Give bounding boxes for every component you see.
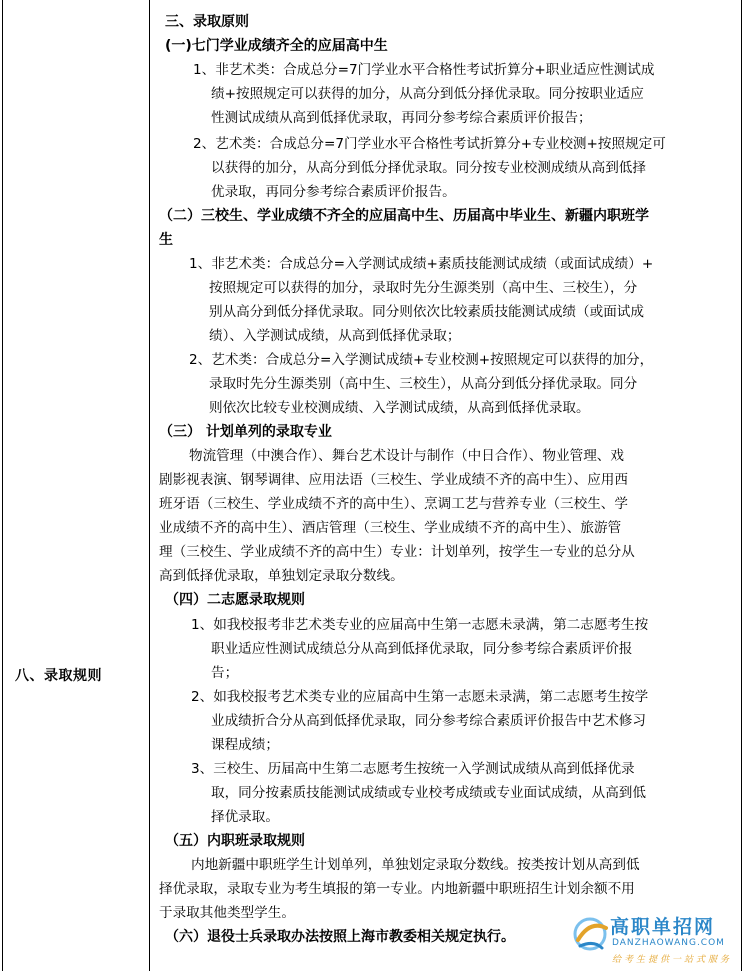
- paragraph-line: 录取时先分生源类别（高中生、三校生），从高分到低分择优录取。同分: [209, 376, 638, 392]
- paragraph-line: 2、艺术类：合成总分=入学测试成绩+专业校测+按照规定可以获得的加分，: [189, 352, 654, 368]
- section-heading: （五）内职班录取规则: [165, 833, 305, 849]
- paragraph-line: 择优录取，录取专业为考生填报的第一专业。内地新疆中职班招生计划余额不用: [159, 881, 635, 897]
- section-heading: （六）退役士兵录取办法按照上海市教委相关规定执行。: [165, 929, 515, 945]
- paragraph-line: 1、如我校报考非艺术类专业的应届高中生第一志愿未录满，第二志愿考生按: [191, 617, 649, 633]
- watermark-slogan: 给考生提供一站式服务: [612, 955, 733, 965]
- paragraph-line: 以获得的加分，从高分到低分择优录取。同分按专业校测成绩从高到低择: [211, 160, 646, 176]
- paragraph-line: 业成绩不齐的高中生）、酒店管理（三校生、学业成绩不齐的高中生）、旅游管: [159, 520, 622, 536]
- section-heading: (一)七门学业成绩齐全的应届高中生: [165, 38, 388, 54]
- paragraph-line: 绩+按照规定可以获得的加分，从高分到低分择优录取。同分按职业适应: [211, 86, 644, 102]
- paragraph-line: 性测试成绩从高到低择优录取，再同分参考综合素质评价报告；: [211, 110, 592, 126]
- paragraph-line: 职业适应性测试成绩总分从高到低择优录取，同分参考综合素质评价报: [211, 641, 633, 657]
- paragraph-line: 告；: [211, 665, 239, 681]
- paragraph-line: 课程成绩；: [211, 737, 279, 753]
- paragraph-line: 2、艺术类：合成总分=7门学业水平合格性考试折算分+专业校测+按照规定可: [193, 136, 666, 152]
- paragraph-line: 1、非艺术类：合成总分=7门学业水平合格性考试折算分+职业适应性测试成: [193, 62, 655, 78]
- paragraph-line: 按照规定可以获得的加分，录取时先分生源类别（高中生、三校生），分: [209, 280, 638, 296]
- paragraph-line: 于录取其他类型学生。: [159, 905, 295, 921]
- content-cell: [151, 0, 742, 971]
- paragraph-line: 则依次比较专业校测成绩、入学测试成绩，从高到低择优录取。: [209, 400, 590, 416]
- paragraph-line: 理（三校生、学业成绩不齐的高中生）专业：计划单列，按学生一专业的总分从: [159, 544, 635, 560]
- rules-table: [2, 0, 741, 971]
- watermark-url: DANZHAOWANG.COM: [612, 938, 725, 948]
- section-heading: （三） 计划单列的录取专业: [159, 424, 332, 440]
- section-heading: （四）二志愿录取规则: [165, 592, 305, 608]
- row-label: 八、录取规则: [15, 668, 102, 684]
- paragraph-line: 3、三校生、历届高中生第二志愿考生按统一入学测试成绩从高到低择优录: [191, 761, 635, 777]
- paragraph-line: 班牙语（三校生、学业成绩不齐的高中生）、烹调工艺与营养专业（三校生、学: [159, 496, 628, 512]
- paragraph-line: 物流管理（中澳合作）、舞台艺术设计与制作（中日合作）、物业管理、戏: [189, 448, 624, 464]
- paragraph-line: 取，同分按素质技能测试成绩或专业校考成绩或专业面试成绩，从高到低: [211, 785, 646, 801]
- section-heading: （二）三校生、学业成绩不齐全的应届高中生、历届高中毕业生、新疆内职班学: [159, 208, 649, 224]
- row-label-cell: [3, 0, 150, 971]
- paragraph-line: 剧影视表演、钢琴调律、应用法语（三校生、学业成绩不齐的高中生）、应用西: [159, 472, 628, 488]
- paragraph-line: 高到低择优录取，单独划定录取分数线。: [159, 568, 404, 584]
- section-heading: 生: [159, 232, 173, 248]
- paragraph-line: 别从高分到低分择优录取。同分则依次比较素质技能测试成绩（或面试成: [209, 304, 644, 320]
- paragraph-line: 业成绩折合分从高到低择优录取，同分参考综合素质评价报告中艺术修习: [211, 713, 646, 729]
- paragraph-line: 优录取，再同分参考综合素质评价报告。: [211, 184, 456, 200]
- paragraph-line: 内地新疆中职班学生计划单列，单独划定录取分数线。按类按计划从高到低: [191, 857, 640, 873]
- paragraph-line: 择优录取。: [211, 809, 279, 825]
- watermark-title: 高职单招网: [610, 916, 716, 938]
- paragraph-line: 2、如我校报考艺术类专业的应届高中生第一志愿未录满，第二志愿考生按学: [191, 689, 649, 705]
- paragraph-line: 1、非艺术类：合成总分=入学测试成绩+素质技能测试成绩（或面试成绩）+: [189, 256, 654, 272]
- section-heading: 三、录取原则: [165, 14, 249, 30]
- watermark: [568, 910, 740, 970]
- paragraph-line: 绩）、入学测试成绩，从高到低择优录取；: [209, 328, 461, 344]
